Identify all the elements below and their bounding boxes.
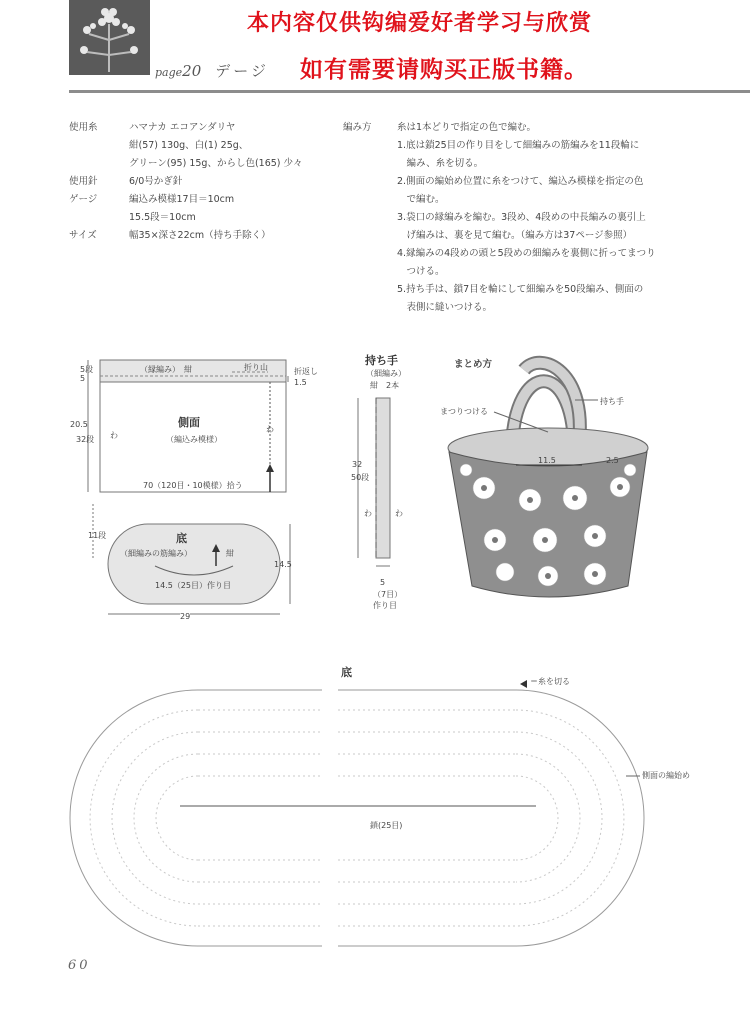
instruction-line: 編み、糸を切る。 <box>397 158 484 169</box>
bottom-rows: 11段 <box>88 531 107 540</box>
chart-legend: ＝糸を切る <box>530 677 570 686</box>
stitch-chart <box>70 680 644 946</box>
instruction-line: 表側に縫いつける。 <box>397 302 493 313</box>
page-prefix: page <box>155 66 183 79</box>
assembly-sew-label: まつりつける <box>440 407 488 416</box>
spec-gauge-line1: 編込み模様17目＝10cm <box>129 194 235 205</box>
instructions-label: 編み方 <box>343 122 372 133</box>
spec-hook: 6/0号かぎ針 <box>129 176 183 187</box>
handle-title: 持ち手 <box>365 354 398 367</box>
bottom-title: 底 <box>176 532 187 545</box>
instruction-line: 1.底は鎖25目の作り目をして細編みの筋編みを11段輪に <box>397 140 640 151</box>
instruction-line: 2.側面の編始め位置に糸をつけて、編込み模様を指定の色 <box>397 176 644 187</box>
edge-rows: 5段 <box>80 365 94 374</box>
side-mark-right: わ <box>266 425 274 434</box>
instructions-intro: 糸は1本どりで指定の色で編む。 <box>397 122 537 133</box>
handle-length-cm: 32 <box>352 460 363 469</box>
spec-label-gauge: ゲージ <box>69 194 98 205</box>
spec-label-yarn: 使用糸 <box>69 122 98 133</box>
fold-back-label: 折返し <box>294 367 318 376</box>
spec-yarn-line2: 紺(57) 130g、白(1) 25g、 <box>129 140 249 151</box>
spec-gauge-line2: 15.5段＝10cm <box>129 212 196 223</box>
bottom-stitch: （細編みの筋編み） <box>120 549 192 558</box>
bottom-oval-shape <box>93 504 290 614</box>
handle-count: 紺 2本 <box>370 381 400 390</box>
assembly-inset: 2.5 <box>606 456 619 465</box>
side-height-cm: 20.5 <box>70 420 88 429</box>
page-folio: 60 <box>68 958 91 973</box>
spec-yarn-line1: ハマナカ エコアンダリヤ <box>129 122 236 133</box>
spec-label-hook: 使用針 <box>69 176 98 187</box>
spec-size: 幅35×深さ22cm（持ち手除く） <box>129 230 271 241</box>
handle-length-rows: 50段 <box>351 473 370 482</box>
chart-title: 底 <box>341 666 352 679</box>
instruction-line: 3.袋口の縁編みを編む。3段め、4段めの中長編みの裏引上 <box>397 212 646 223</box>
instruction-line: げ編みは、裏を見て編む。（編み方は37ページ参照） <box>397 230 633 241</box>
handle-stitch: （細編み） <box>366 369 406 378</box>
assembly-gap: 11.5 <box>538 456 556 465</box>
instruction-line: 4.縁編みの4段めの頭と5段めの細編みを裏側に折ってまつり <box>397 248 656 259</box>
pattern-name: デージ <box>215 62 269 80</box>
page-number: 20 <box>182 62 202 80</box>
chart-chain-label: 鎖(25目) <box>370 821 403 830</box>
bottom-height-cm: 14.5 <box>274 560 292 569</box>
handle-chain: （7目） <box>373 590 403 599</box>
assembly-handle-label: 持ち手 <box>600 397 624 406</box>
handle-mark-right: わ <box>395 509 403 518</box>
bottom-width-cm: 29 <box>180 612 191 621</box>
bottom-color: 紺 <box>226 549 234 558</box>
bottom-chain: 14.5（25目）作り目 <box>155 581 231 590</box>
spec-yarn-line3: グリーン(95) 15g、からし色(165) 少々 <box>129 158 303 169</box>
handle-chain-note: 作り目 <box>373 601 397 610</box>
chart-start-label: 側面の編始め <box>642 771 690 780</box>
handle-width-cm: 5 <box>380 578 386 587</box>
copyright-banner-line1: 本内容仅供钩编爱好者学习与欣赏 <box>247 11 593 36</box>
copyright-banner-line2: 如有需要请购买正版书籍。 <box>300 57 588 83</box>
fold-cm: 1.5 <box>294 378 307 387</box>
fold-label: 折り山 <box>244 363 268 372</box>
instruction-line: つける。 <box>397 266 445 277</box>
edge-cm: 5 <box>80 374 86 383</box>
side-mark-left: わ <box>110 431 118 440</box>
side-title: 側面 <box>178 416 200 429</box>
spec-label-size: サイズ <box>69 230 97 241</box>
side-width-note: 70（120目・10模様）拾う <box>143 481 243 490</box>
instruction-line: で編む。 <box>397 194 445 205</box>
handle-mark-left: わ <box>364 509 372 518</box>
instruction-line: 5.持ち手は、鎖7目を輪にして細編みを50段編み、側面の <box>397 284 644 295</box>
side-height-rows: 32段 <box>76 435 95 444</box>
assembly-title: まとめ方 <box>454 359 493 370</box>
edge-label: （縁編み） 紺 <box>140 365 192 374</box>
side-pattern: （編込み模様） <box>166 435 222 444</box>
